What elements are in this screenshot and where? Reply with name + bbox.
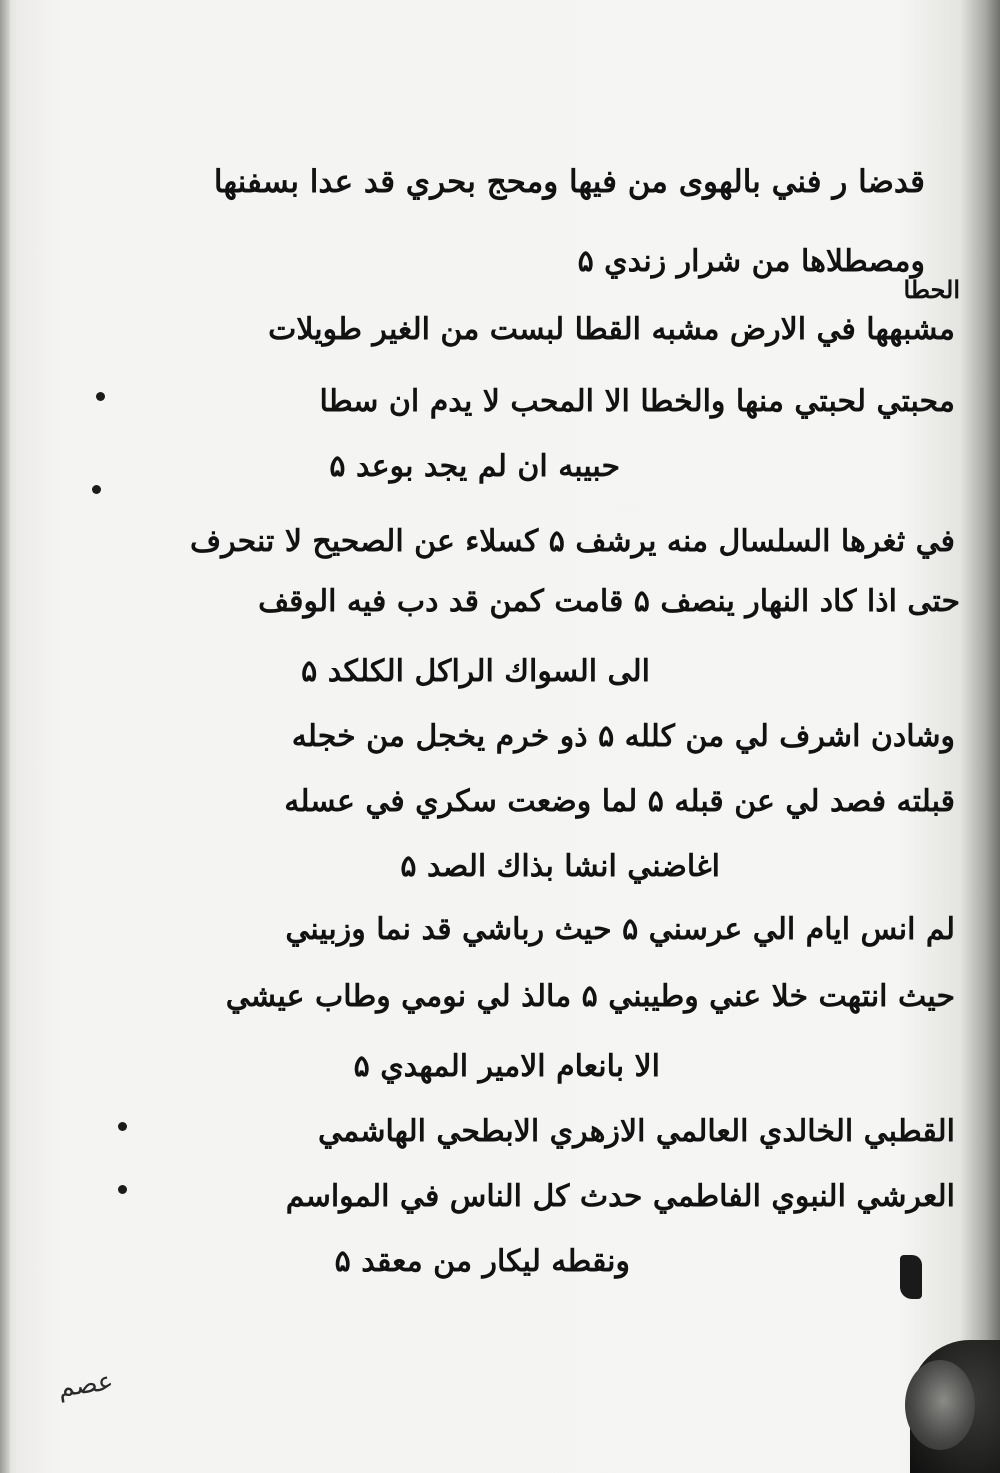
verse-line-7: حتى اذا كاد النهار ينصف ۵ قامت كمن قد دب فيه الوقف	[258, 584, 960, 619]
verse-dot-mark	[96, 392, 105, 401]
verse-line-2: ومصطلاها من شرار زندي ۵	[577, 244, 925, 279]
verse-line-4: محبتي لحبتي منها والخطا الا المحب لا يدم ان سطا	[319, 384, 955, 419]
verse-line-16: العرشي النبوي الفاطمي حدث كل الناس في المواسم	[285, 1179, 955, 1214]
verse-line-12: لم انس ايام الي عرسني ۵ حيث رباشي قد نما وزبيني	[285, 912, 955, 947]
verse-line-1: قدضا ر فني بالهوى من فيها ومحج بحري قد عدا بسفنها	[213, 164, 925, 200]
verse-line-15: القطبي الخالدي العالمي الازهري الابطحي الهاشمي	[318, 1114, 955, 1149]
verse-line-8: الى السواك الراكل الكلكد ۵	[301, 654, 650, 689]
verse-line-6: في ثغرها السلسال منه يرشف ۵ كسلاء عن الصحيح لا تنحرف	[189, 524, 955, 559]
page-left-edge	[0, 0, 10, 1473]
verse-line-17: ونقطه ليكار من معقد ۵	[334, 1244, 630, 1279]
page-edge-ink-mark	[900, 1255, 922, 1299]
verse-marginal-word: الحطا	[903, 275, 960, 304]
verse-line-14: الا بانعام الامير المهدي ۵	[353, 1049, 660, 1084]
verse-line-13: حيث انتهت خلا عني وطيبني ۵ مالذ لي نومي وطاب عيشي	[225, 979, 955, 1014]
verse-line-5: حبيبه ان لم يجد بوعد ۵	[329, 449, 620, 484]
verse-line-9: وشادن اشرف لي من كلله ۵ ذو خرم يخجل من خجله	[291, 719, 955, 754]
verse-dot-mark	[92, 485, 101, 494]
verse-dot-mark	[118, 1122, 127, 1131]
scanner-thumb-tip	[905, 1360, 975, 1450]
verse-line-3: مشبهها في الارض مشبه القطا لبست من الغير طويلات	[268, 312, 955, 347]
verse-dot-mark	[118, 1185, 127, 1194]
margin-note: عصم	[56, 1366, 116, 1404]
verse-line-11: اغاضني انشا بذاك الصد ۵	[400, 849, 720, 884]
verse-line-10: قبلته فصد لي عن قبله ۵ لما وضعت سكري في عسله	[284, 784, 955, 819]
